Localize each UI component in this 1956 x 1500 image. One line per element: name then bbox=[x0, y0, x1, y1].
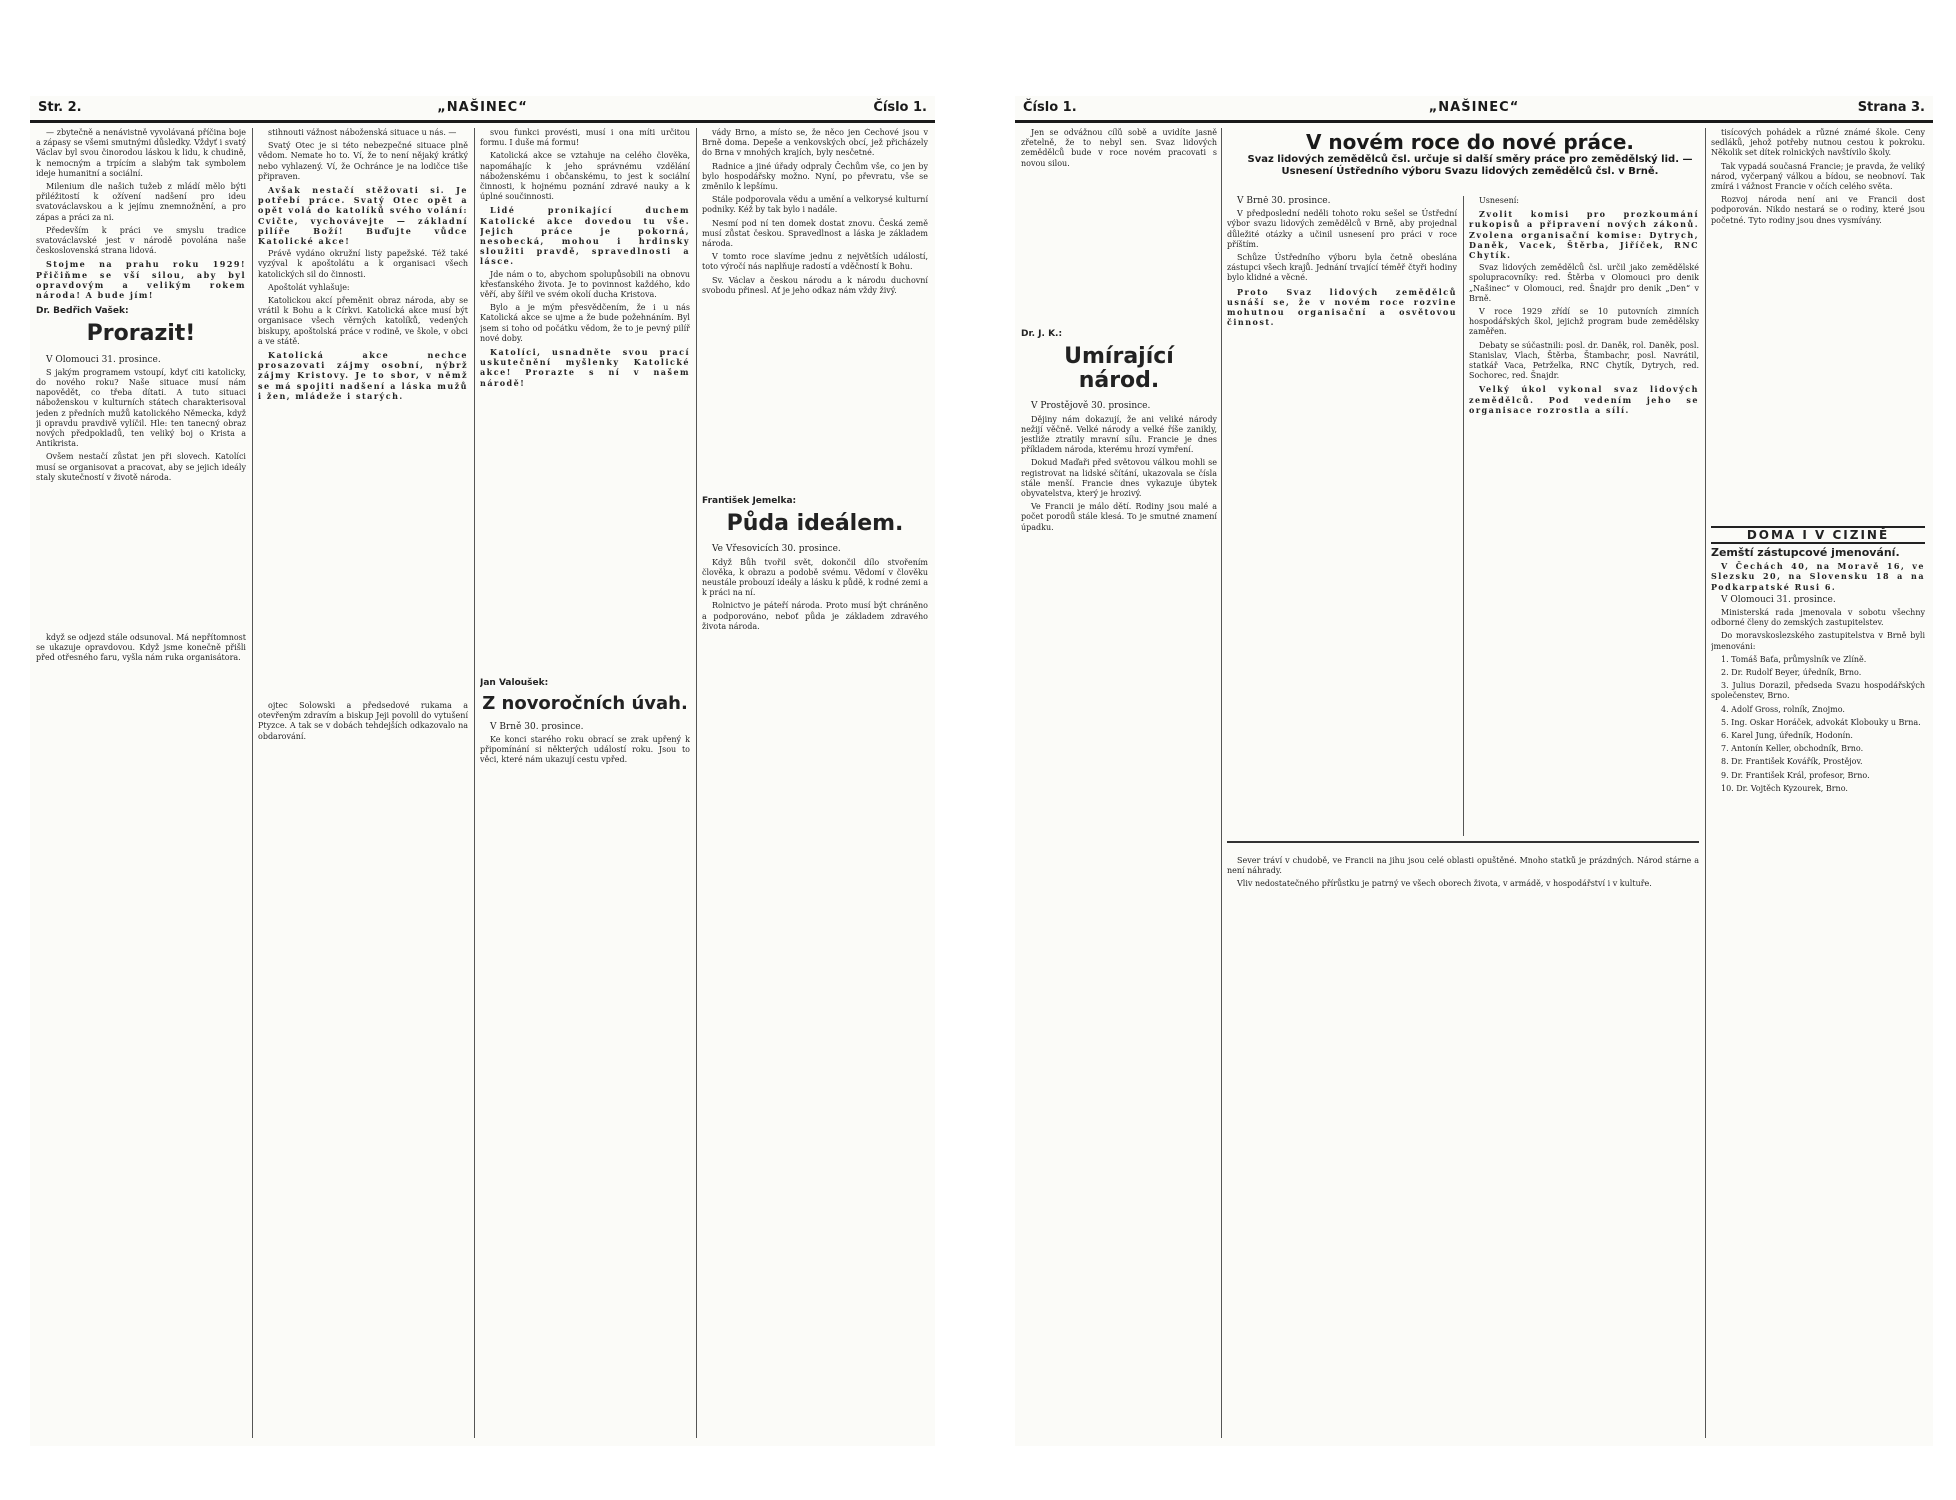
list-item: 4. Adolf Gross, rolník, Znojmo. bbox=[1721, 704, 1845, 714]
article-text: V předposlední neděli tohoto roku sešel se Ústřední výbor svazu lidových zemědělců v Brně, aby projednal důležité otázky a učinil usnesení pro práci v roce příštím. bbox=[1227, 209, 1457, 249]
article-text: tisícových pohádek a různé známé škole. Ceny sedláků, jehož potřeby nutnou cestou k pokroku. Několik set dítek rolnických navštívilo školy. bbox=[1711, 128, 1925, 158]
article-text: Radnice a jiné úřady odpraly Čechům vše, co jen by bylo hospodářsky možno. Nyní, po převratu, vše se změnilo k lepšímu. bbox=[702, 161, 928, 192]
article-text: Bylo a je mým přesvědčením, že i u nás Katolická akce se ujme a že bude požehnáním. Byl jsem si toho od počátku vědom, že to je pevný pilíř nové doby. bbox=[480, 303, 690, 343]
list-item: 1. Tomáš Baťa, průmyslník ve Zlíně. bbox=[1721, 654, 1867, 664]
article-text: Do moravskoslezského zastupitelstva v Brně byli jmenováni: bbox=[1711, 631, 1925, 651]
article-text: Svatý Otec je si této nebezpečné situace plně vědom. Nemate ho to. Ví, že to není nějaký krátký nebo vyhlazený. Ví, že Ochránce je na lodičce tiše připraven. bbox=[258, 141, 468, 181]
article-dateline: V Olomouci 31. prosince. bbox=[1721, 594, 1836, 605]
column-1 bbox=[36, 128, 246, 1438]
column-divider bbox=[252, 128, 253, 1438]
list-item: 8. Dr. František Kovářík, Prostějov. bbox=[1721, 757, 1863, 767]
newspaper-page-right bbox=[1015, 96, 1933, 1446]
article-text: Katolickou akcí přeměnit obraz národa, aby se vrátil k Bohu a k Církvi. Katolická akce musí být organisace všech věrných katolíků, vedených biskupy, apoštolská práce v rodině, ve škole, v obci a ve státě. bbox=[258, 296, 468, 346]
article-byline: Dr. Bedřich Vašek: bbox=[36, 306, 129, 317]
banner-column-right bbox=[1469, 196, 1699, 836]
article-text: ojtec Solowski a předsedové rukama a otevřeným zdravím a biskup Jeji povolil do vytušení Ptyzce. A tak se v dobách tehdejších odkazovalo na obdarování. bbox=[258, 701, 468, 741]
article-text: Velký úkol vykonal svaz lidových zemědělců. Pod vedením jeho se organisace rozrostla a sílí. bbox=[1469, 384, 1699, 415]
article-byline: Jan Valoušek: bbox=[480, 677, 549, 688]
banner-headline: V novém roce do nové práce. bbox=[1305, 130, 1635, 154]
article-text: S jakým programem vstoupí, kdyť citi katolicky, do nového roku? Naše situace musí nám napovědět, co třeba dítati. A tuto situaci náboženskou v kulturních státech charakterisoval jeden z předních mužů katolického Německa, když ji opravdu pravdivě vylíčil. Hle: ten tanecný obraz nových předpokladů, ten veliký boj o Krista a Antikrista. bbox=[36, 367, 246, 449]
article-headline: Z novoročních úvah. bbox=[482, 693, 688, 715]
article-headline: Umírající národ. bbox=[1064, 344, 1174, 394]
article-text: Ovšem nestačí zůstat jen při slovech. Katolíci musí se organisovat a pracovat, aby se jejich ideály staly skutečností v životě národa. bbox=[36, 452, 246, 482]
article-subhead: Apoštolát vyhlašuje: bbox=[268, 282, 350, 292]
article-text: Stále podporovala vědu a umění a velkorysé kulturní podniky. Kéž by tak bylo i nadále. bbox=[702, 195, 928, 215]
article-text: svou funkci provésti, musí i ona míti určitou formu. I duše má formu! bbox=[480, 128, 690, 148]
article-closing: Stojme na prahu roku 1929! Přičiňme se vší silou, aby byl opravdovým a velikým rokem národa! A bude jím! bbox=[36, 259, 246, 301]
list-item: 7. Antonín Keller, obchodník, Brno. bbox=[1721, 744, 1864, 754]
article-text: Rolnictvo je páteří národa. Proto musí být chráněno a podporováno, neboť půda je základem zdravého života národa. bbox=[702, 601, 928, 631]
column-4 bbox=[1711, 128, 1925, 1438]
article-dateline: Ve Vřesovicích 30. prosince. bbox=[712, 544, 841, 555]
article-text: V tomto roce slavíme jednu z největších událostí, toto výročí nás naplňuje radostí a vděčností k Bohu. bbox=[702, 252, 928, 272]
banner-column-left bbox=[1227, 196, 1457, 836]
article-byline: František Jemelka: bbox=[702, 496, 797, 507]
masthead-title: „NAŠINEC“ bbox=[1428, 100, 1520, 115]
article-text: Ve Francii je málo dětí. Rodiny jsou malé a počet porodů stále klesá. To je smutné znamení úpadku. bbox=[1021, 502, 1217, 532]
article-text: Vliv nedostatečného přírůstku je patrný ve všech oborech života, v armádě, v hospodářství i v kultuře. bbox=[1237, 879, 1652, 889]
article-text: stihnouti vážnost náboženská situace u nás. — bbox=[268, 128, 457, 137]
article-text: Lidé pronikající duchem Katolické akce dovedou tu vše. Jejich práce je pokorná, nesobecká, mohou i hrdinsky sloužiti pravdě, spravedlnosti a lásce. bbox=[480, 205, 690, 267]
article-text: Dokud Maďaři před světovou válkou mohli se registrovat na lidské sčítání, ukazovala se čísla stále menší. Francie dnes vykazuje úbytek obyvatelstva, který je hrozivý. bbox=[1021, 458, 1217, 499]
column-divider bbox=[474, 128, 475, 1438]
list-item: 2. Dr. Rudolf Beyer, úředník, Brno. bbox=[1721, 668, 1862, 678]
banner-subheadline: Svaz lidových zemědělců čsl. určuje si další směry práce pro zemědělský lid. — Usnesení Ústředního výboru Svazu lidových zemědělců čsl. v Brně. bbox=[1247, 154, 1693, 177]
article-text: Především k práci ve smyslu tradice svatováclavské jest v národě povolána naše československá strana lidová. bbox=[36, 225, 246, 256]
article-text: vády Brno, a místo se, že něco jen Čechové jsou v Brně doma. Depeše a venkovských obcí, jež přicházely do Brna v mnohých krajích, byly nesčetné. bbox=[702, 128, 928, 158]
article-text: Když Bůh tvořil svět, dokončil dílo stvořením člověka, k obrazu a podobě svému. Vědomí v člověku neustále probouzí ideály a lásku k půdě, k rodné zemi a k práci na ní. bbox=[702, 557, 928, 598]
article-text: Katolíci, usnadněte svou prací uskutečnění myšlenky Katolické akce! Prorazte s ní v našem národě! bbox=[480, 347, 690, 388]
issue-number: Číslo 1. bbox=[1023, 100, 1077, 115]
article-text: Rozvoj národa není ani ve Francii dost podporován. Nikdo nestará se o rodiny, které jsou početné. Tyto rodiny jsou dnes vysmívány. bbox=[1711, 195, 1925, 225]
article-text: Svaz lidových zemědělců čsl. určil jako zemědělské spolupracovníky: red. Štěrba v Olomouci pro denik „Našinec“ v Olomouci, red. Šnajdr pro denik „Den“ v Brně. bbox=[1469, 263, 1699, 303]
article-dateline: V Olomouci 31. prosince. bbox=[46, 354, 161, 365]
page-number: Strana 3. bbox=[1857, 100, 1925, 115]
article-text: Dějiny nám dokazují, že ani veliké národy nežijí věčně. Velké národy a velké říše zanikly, jestliže ztratily mravní sílu. Francie je dnes příkladem národa, kterému hrozí vymření. bbox=[1021, 414, 1217, 455]
article-text: Ke konci starého roku obrací se zrak upřený k připomínání si některých událostí roku. Jsou to věci, které nám ukazují cestu vpřed. bbox=[480, 735, 690, 765]
column-2 bbox=[258, 128, 468, 1438]
appointee-list bbox=[1711, 655, 1925, 794]
column-3 bbox=[480, 128, 690, 1438]
article-text: V roce 1929 zřídí se 10 putovních zimních hospodářských škol, jejichž program bude zemědělsky zaměřen. bbox=[1469, 307, 1699, 337]
article-text: Avšak nestačí stěžovati si. Je potřebí práce. Svatý Otec opět a opět volá do katolíků svého volání: Cvičte, vychovávejte — základní pilíře Boží! Buďujte vůdce Katolické akce! bbox=[258, 185, 468, 247]
article-text: Milenium dle našich tužeb z mládí mělo býti přiléžitostí k ožívení nadšení pro ideu svatováclavskou a k jejímu znemnožnění, a pro zápas a práci za ni. bbox=[36, 182, 246, 222]
page-number: Str. 2. bbox=[38, 100, 82, 115]
article-subhead: Usnesení: bbox=[1479, 196, 1519, 205]
article-text: V Čechách 40, na Moravě 16, ve Slezsku 20, na Slovensku 18 a na Podkarpatské Rusi 6. bbox=[1711, 561, 1925, 592]
section-divider bbox=[1227, 841, 1699, 843]
column-divider bbox=[1221, 128, 1222, 1438]
article-text: Sever tráví v chudobě, ve Francii na jihu jsou celé oblasti opuštěné. Mnoho statků je prázdných. Národ stárne a není náhrady. bbox=[1227, 856, 1699, 876]
list-item: 5. Ing. Oskar Horáček, advokát Klobouky u Brna. bbox=[1721, 717, 1921, 727]
column-divider bbox=[1463, 196, 1464, 836]
article-text: Ministerská rada jmenovala v sobotu všechny odborné členy do zemských zastupitelstev. bbox=[1711, 608, 1925, 628]
section-heading: DOMA I V CIZINĚ bbox=[1711, 526, 1925, 544]
running-header bbox=[1015, 96, 1933, 123]
article-text: Sv. Václav a českou národu a k národu duchovní svobodu přinesl. Ať je jeho odkaz nám vždy živý. bbox=[702, 275, 928, 295]
article-text: Schůze Ústředního výboru byla četně obeslána zástupci všech krajů. Jednání trvající téměř čtyři hodiny bylo klidné a věcné. bbox=[1227, 253, 1457, 283]
article-text: Jen se odvážnou cílů sobě a uvidíte jasně zřetelně, že to nebyl sen. Svaz lidových zemědělců bude v roce novém pracovati s novou silou. bbox=[1021, 128, 1217, 168]
list-item: 6. Karel Jung, úředník, Hodonín. bbox=[1721, 731, 1853, 741]
issue-number: Číslo 1. bbox=[873, 100, 927, 115]
article-dateline: V Brně 30. prosince. bbox=[490, 721, 584, 732]
column-divider bbox=[696, 128, 697, 1438]
article-headline: Zemští zástupcové jmenování. bbox=[1711, 546, 1900, 560]
article-text: Debaty se súčastnili: posl. dr. Daněk, rol. Daněk, posl. Stanislav, Vlach, Štěrba, Štambachr, posl. Navrátil, statkář Vaca, Petrželka, RNC Chytík, Dytrych, red. Sochorec, red. Šnajdr. bbox=[1469, 340, 1699, 381]
list-item: 3. Julius Dorazil, předseda Svazu hospodářských společenstev, Brno. bbox=[1711, 681, 1925, 701]
column-2-lower bbox=[1227, 856, 1699, 1436]
article-headline: Prorazit! bbox=[86, 321, 196, 347]
article-dateline: V Prostějově 30. prosince. bbox=[1031, 401, 1151, 412]
column-1 bbox=[1021, 128, 1217, 1438]
column-4 bbox=[702, 128, 928, 1438]
article-text: Katolická akce se vztahuje na celého člověka, napomáhajíc k jeho správnému vzdělání náboženskému i občanskému, to jest k sociální činnosti, k hojnému poznání zdravé nauky a k úplné součinnosti. bbox=[480, 151, 690, 202]
banner-article-head bbox=[1225, 130, 1715, 178]
list-item: 10. Dr. Vojtěch Kyzourek, Brno. bbox=[1721, 783, 1848, 793]
article-byline: Dr. J. K.: bbox=[1021, 328, 1063, 339]
masthead-title: „NAŠINEC“ bbox=[437, 100, 528, 115]
running-header bbox=[30, 96, 935, 123]
article-dateline: V Brně 30. prosince. bbox=[1237, 196, 1331, 206]
article-headline: Půda ideálem. bbox=[726, 511, 904, 537]
article-text: Proto Svaz lidových zemědělců usnáší se, že v novém roce rozvine mohutnou organisační a osvětovou činnost. bbox=[1227, 286, 1457, 328]
list-item: 9. Dr. František Král, profesor, Brno. bbox=[1721, 770, 1870, 780]
article-text: Jde nám o to, abychom spolupůsobili na obnovu křesťanského života. Je to povinnost každého, kdo věří, aby šířil ve svém okolí ducha Kristova. bbox=[480, 269, 690, 300]
article-text: Katolická akce nechce prosazovati zájmy osobní, nýbrž zájmy Kristovy. Je to sbor, v němž se má spojiti nadšení a láska mužů i žen, mládeže i starých. bbox=[258, 350, 468, 401]
article-text: — zbytečně a nenávistně vyvolávaná příčina boje a zápasy se všemi smutnými důsledky. Vždyť i svatý Václav byl svou činorodou láskou k lidu, k chudině, k nemocným a trpícím a slabým tak symbolem ideje humanitní a sociální. bbox=[36, 128, 246, 178]
article-text: Nesmí pod ní ten domek dostat znovu. Česká země musí zůstat českou. Spravedlnost a láska je základem národa. bbox=[702, 218, 928, 249]
column-divider bbox=[1705, 128, 1706, 1438]
article-text: Právě vydáno okružní listy papežské. Též také vyzýval k apoštolátu a k organisaci všech katolických sil do činnosti. bbox=[258, 249, 468, 279]
newspaper-page-left bbox=[30, 96, 935, 1446]
article-text: Zvolit komisi pro prozkoumání rukopisů a připravení nových zákonů. Zvolena organisační komise: Dytrych, Daněk, Vacek, Štěrba, Jiříček, RNC Chytík. bbox=[1469, 209, 1699, 261]
article-text: Tak vypadá současná Francie; je pravda, že veliký národ, vyčerpaný válkou a bídou, se neobnoví. Tak zmírá i vážnost Francie v očích celého světa. bbox=[1711, 161, 1925, 192]
article-text: když se odjezd stále odsunoval. Má nepřítomnost se ukazuje opravdovou. Když jsme konečně přišli před otřesného faru, vyšla nám ruka organisátora. bbox=[36, 633, 246, 663]
